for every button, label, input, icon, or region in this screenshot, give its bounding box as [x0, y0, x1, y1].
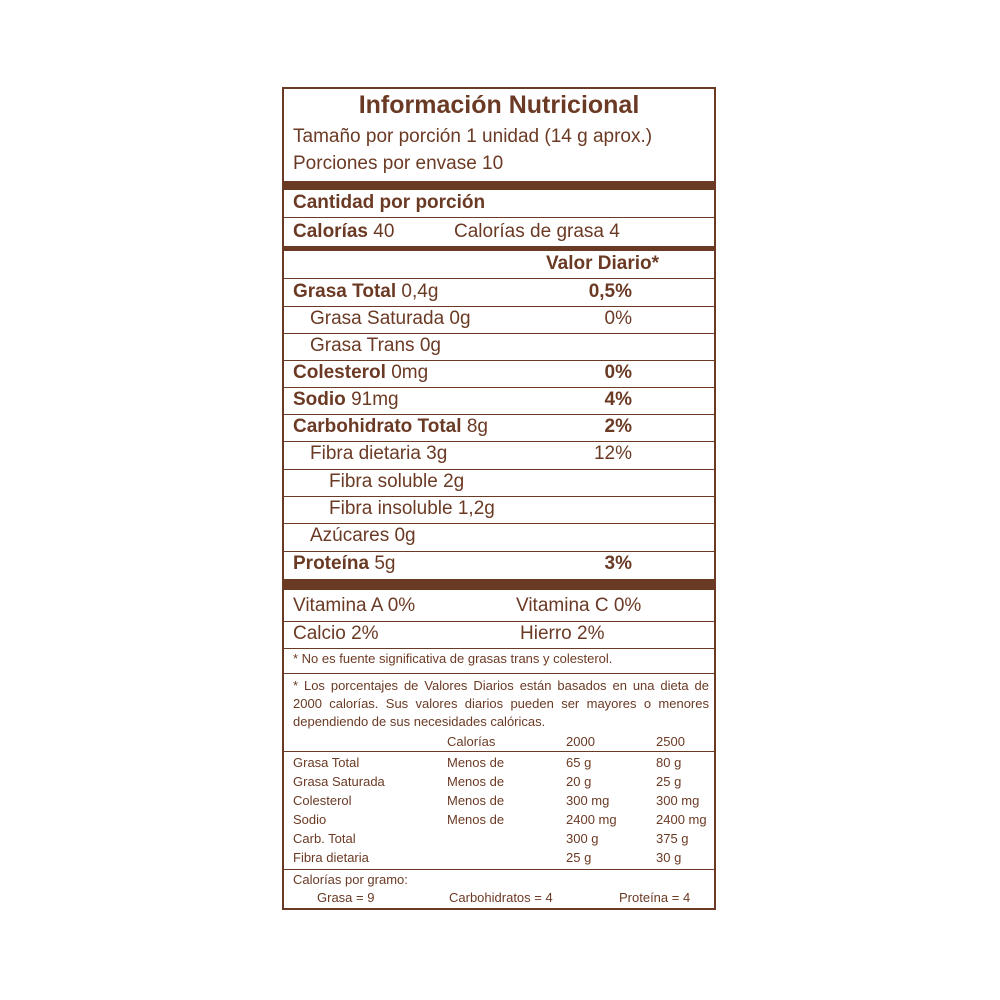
ref-header-2500: 2500	[656, 734, 685, 749]
ref-2000: 300 g	[566, 831, 599, 846]
ref-2500: 30 g	[656, 850, 682, 865]
calories-label: Calorías	[293, 221, 368, 242]
nutrient-daily-value: 0%	[604, 362, 632, 383]
nutrient-daily-value: 3%	[604, 553, 632, 574]
ref-nutrient: Sodio	[293, 812, 327, 827]
footnote-line: dependiendo de sus necesidades calóricas.	[293, 714, 546, 729]
nutrient-row	[293, 362, 428, 384]
divider	[284, 469, 714, 470]
nutrient-amount: 91mg	[351, 389, 399, 410]
vitamin-c: Vitamina C 0%	[516, 595, 642, 616]
nutrient-row	[293, 416, 488, 438]
nutrient-label: Azúcares	[310, 525, 390, 546]
amount-per-serving: Cantidad por porción	[293, 192, 486, 213]
thick-divider-vitamins	[284, 579, 714, 590]
ref-nutrient: Fibra dietaria	[293, 850, 369, 865]
divider	[284, 551, 714, 552]
ref-2500: 25 g	[656, 774, 682, 789]
nutrient-label: Fibra soluble	[329, 471, 438, 492]
divider	[284, 523, 714, 524]
divider	[284, 496, 714, 497]
nutrient-label: Grasa Saturada	[310, 308, 445, 329]
nutrient-label: Colesterol	[293, 362, 386, 383]
nutrient-label: Grasa Total	[293, 281, 397, 302]
footnote-daily-values	[293, 677, 709, 731]
footnote-line: 2000 calorías. Sus valores diarios pueden ser mayores o menores	[293, 696, 709, 711]
divider	[284, 751, 714, 752]
cal-per-gram-protein: Proteína = 4	[619, 890, 691, 905]
divider	[284, 387, 714, 388]
nutrient-row	[310, 335, 441, 357]
medium-divider	[284, 246, 714, 251]
calories-per-gram-label: Calorías por gramo:	[293, 872, 408, 887]
ref-2500: 2400 mg	[656, 812, 707, 827]
ref-2000: 300 mg	[566, 793, 610, 808]
cal-per-gram-fat: Grasa = 9	[317, 890, 375, 905]
calcio: Calcio 2%	[293, 623, 379, 644]
cal-per-gram-carbs: Carbohidratos = 4	[449, 890, 553, 905]
nutrient-daily-value: 4%	[604, 389, 632, 410]
nutrient-amount: 5g	[374, 553, 396, 574]
ref-2500: 80 g	[656, 755, 682, 770]
nutrition-title: Información Nutricional	[358, 91, 640, 119]
nutrient-amount: 0g	[419, 335, 441, 356]
vitamin-a: Vitamina A 0%	[293, 595, 416, 616]
daily-value-header: Valor Diario*	[546, 253, 659, 274]
ref-nutrient: Grasa Saturada	[293, 774, 385, 789]
nutrient-row	[310, 443, 447, 465]
divider	[284, 441, 714, 442]
ref-2000: 65 g	[566, 755, 592, 770]
divider	[284, 306, 714, 307]
nutrient-row	[329, 471, 464, 493]
nutrient-label: Grasa Trans	[310, 335, 415, 356]
nutrient-label: Carbohidrato Total	[293, 416, 462, 437]
ref-limit: Menos de	[447, 793, 505, 808]
divider	[284, 673, 714, 674]
calories-value: 40	[373, 221, 395, 242]
ref-nutrient: Colesterol	[293, 793, 352, 808]
nutrient-amount: 0mg	[391, 362, 429, 383]
hierro: Hierro 2%	[520, 623, 605, 644]
footnote-trans: * No es fuente significativa de grasas trans y colesterol.	[293, 651, 613, 666]
ref-limit: Menos de	[447, 755, 505, 770]
ref-limit: Menos de	[447, 812, 505, 827]
serving-size: Tamaño por porción 1 unidad (14 g aprox.)	[293, 126, 653, 147]
nutrient-row	[310, 525, 416, 547]
ref-2000: 20 g	[566, 774, 592, 789]
divider	[284, 869, 714, 870]
nutrient-row	[310, 308, 471, 330]
footnote-line: * Los porcentajes de Valores Diarios están basados en una dieta de	[293, 678, 709, 693]
nutrient-amount: 2g	[443, 471, 465, 492]
nutrient-amount: 1,2g	[457, 498, 495, 519]
divider	[284, 648, 714, 649]
ref-nutrient: Grasa Total	[293, 755, 360, 770]
nutrition-facts-panel	[282, 87, 716, 910]
divider	[284, 217, 714, 218]
thick-divider-top	[284, 181, 714, 190]
nutrient-row	[293, 553, 395, 575]
nutrient-amount: 3g	[426, 443, 448, 464]
ref-limit: Menos de	[447, 774, 505, 789]
divider	[284, 333, 714, 334]
nutrient-daily-value: 2%	[604, 416, 632, 437]
ref-header-calorias: Calorías	[447, 734, 496, 749]
divider	[284, 278, 714, 279]
nutrient-row	[293, 389, 399, 411]
nutrient-amount: 8g	[466, 416, 488, 437]
nutrient-daily-value: 12%	[593, 443, 632, 464]
nutrient-daily-value: 0,5%	[588, 281, 632, 302]
nutrient-label: Proteína	[293, 553, 370, 574]
ref-2000: 2400 mg	[566, 812, 617, 827]
nutrient-label: Fibra dietaria	[310, 443, 421, 464]
ref-2500: 300 mg	[656, 793, 700, 808]
servings-per-container: Porciones por envase 10	[293, 153, 504, 174]
ref-2500: 375 g	[656, 831, 689, 846]
ref-2000: 25 g	[566, 850, 592, 865]
fat-calories: Calorías de grasa 4	[454, 221, 620, 242]
nutrient-daily-value: 0%	[604, 308, 632, 329]
nutrient-row	[293, 281, 438, 303]
ref-nutrient: Carb. Total	[293, 831, 356, 846]
nutrient-label: Sodio	[293, 389, 346, 410]
divider	[284, 360, 714, 361]
ref-header-2000: 2000	[566, 734, 595, 749]
nutrient-amount: 0g	[449, 308, 471, 329]
nutrient-amount: 0,4g	[401, 281, 439, 302]
nutrient-row	[329, 498, 495, 520]
divider	[284, 621, 714, 622]
divider	[284, 414, 714, 415]
nutrient-amount: 0g	[394, 525, 416, 546]
calories-row	[293, 221, 394, 243]
nutrient-label: Fibra insoluble	[329, 498, 453, 519]
